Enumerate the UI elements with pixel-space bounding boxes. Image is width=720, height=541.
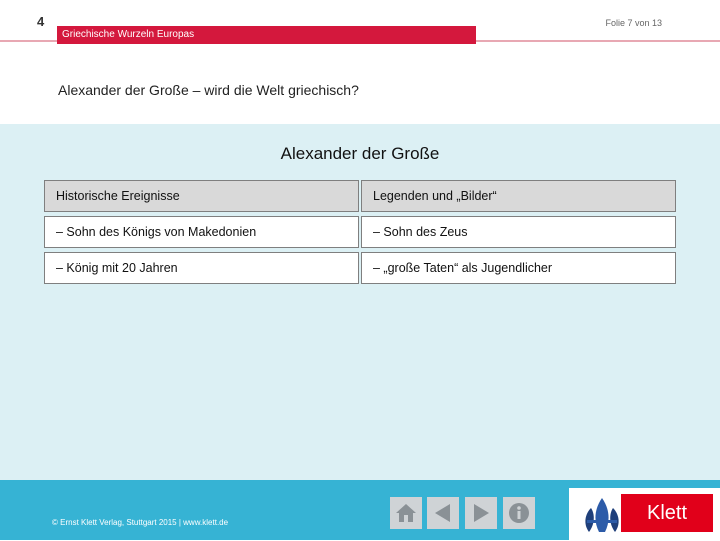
- slide-counter: Folie 7 von 13: [605, 18, 662, 28]
- info-icon: [507, 501, 531, 525]
- klett-logo: [569, 488, 720, 540]
- previous-slide-button[interactable]: [427, 497, 459, 529]
- chapter-title-bar: Griechische Wurzeln Europas: [57, 26, 476, 44]
- section-title: Alexander der Große: [280, 144, 440, 163]
- table-row: [44, 252, 676, 284]
- home-button[interactable]: [390, 497, 422, 529]
- content-area: [0, 124, 720, 480]
- table-row: [44, 216, 676, 248]
- comparison-table: [44, 180, 676, 288]
- slide-title: Alexander der Große – wird die Welt griechisch?: [58, 82, 359, 98]
- table-cell: – König mit 20 Jahren: [44, 252, 359, 284]
- chapter-number: 4: [37, 14, 45, 29]
- table-header-cell: Legenden und „Bilder“: [361, 180, 676, 212]
- footer-bar: [0, 480, 720, 540]
- arrow-left-icon: [431, 501, 455, 525]
- klett-wordmark: Klett: [621, 494, 713, 532]
- table-header-cell: Historische Ereignisse: [44, 180, 359, 212]
- info-button[interactable]: [503, 497, 535, 529]
- arrow-right-icon: [469, 501, 493, 525]
- home-icon: [394, 501, 418, 525]
- table-cell: – „große Taten“ als Jugendlicher: [361, 252, 676, 284]
- copyright-text: © Ernst Klett Verlag, Stuttgart 2015 | www.klett.de: [52, 518, 229, 527]
- next-slide-button[interactable]: [465, 497, 497, 529]
- table-cell: – Sohn des Königs von Makedonien: [44, 216, 359, 248]
- table-cell: – Sohn des Zeus: [361, 216, 676, 248]
- table-header-row: [44, 180, 676, 212]
- klett-symbol-icon: [577, 494, 627, 541]
